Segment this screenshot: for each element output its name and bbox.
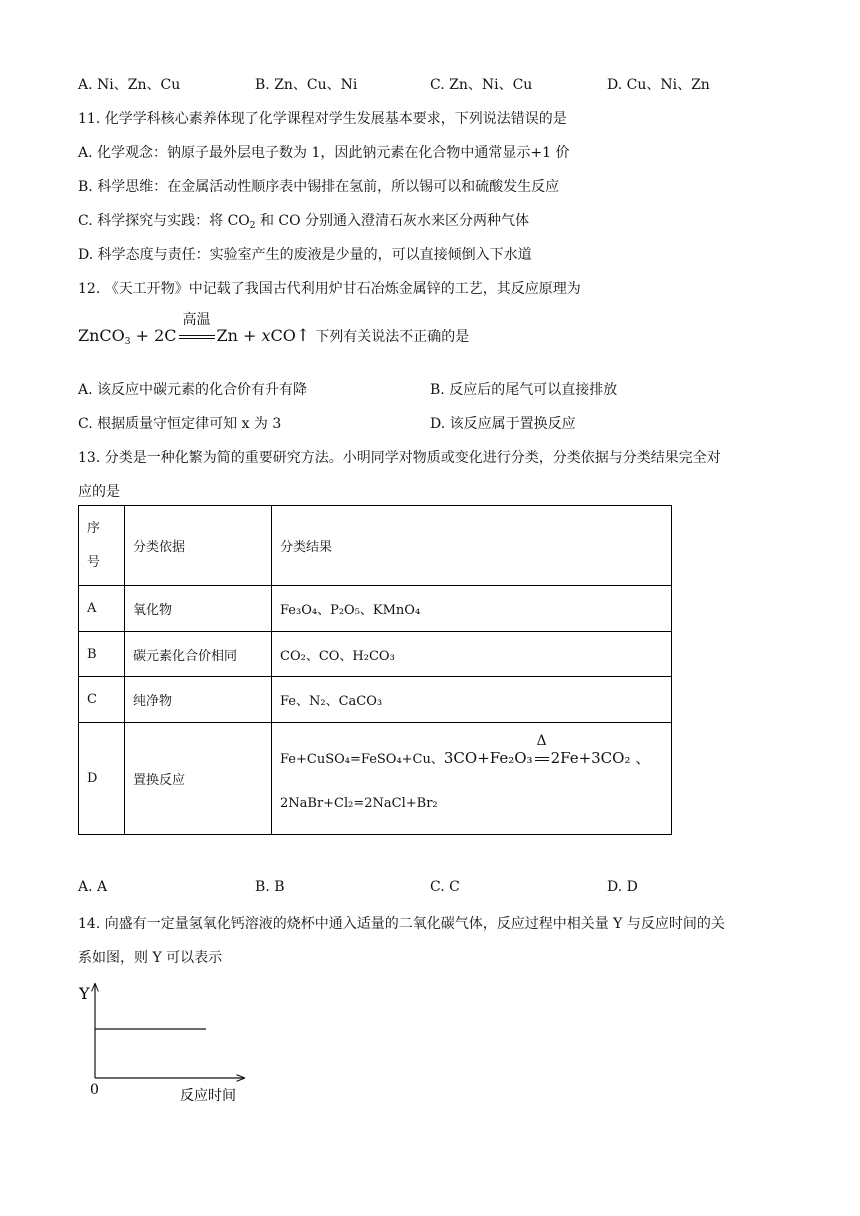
classification-table [78,505,672,835]
q13-stem-line2: 应的是 [78,484,120,500]
row-a-basis: 氧化物 [125,586,272,632]
row-c-no: C [79,677,125,723]
q11-option-c-pre: C. 科学探究与实践：将 CO [78,213,250,229]
row-d-result-line2: 2NaBr+Cl₂=2NaCl+Br₂ [280,795,438,811]
table-row [79,723,672,835]
row-d-basis: 置换反应 [125,723,272,835]
q10-option-c: C. Zn、Ni、Cu [430,77,533,93]
q11-option-b: B. 科学思维：在金属活动性顺序表中锡排在氢前，所以锡可以和硫酸发生反应 [78,179,560,195]
row-c-basis: 纯净物 [125,677,272,723]
q12-option-a: A. 该反应中碳元素的化合价有升有降 [78,382,308,398]
row-d-no: D [79,723,125,835]
y-axis-label: Y [79,984,90,1003]
eq-left: ZnCO$_3$ + 2C [78,326,177,347]
header-no: 序 号 [79,506,125,586]
q11-option-a: A. 化学观念：钠原子最外层电子数为 1，因此钠元素在化合物中通常显示+1 价 [78,145,570,161]
q13-option-d: D. D [607,879,638,895]
q13-stem-line1: 13. 分类是一种化繁为简的重要研究方法。小明同学对物质或变化进行分类，分类依据与分类结果完全对 [78,450,721,466]
q14-stem-line1: 14. 向盛有一定量氢氧化钙溶液的烧杯中通入适量的二氧化碳气体，反应过程中相关量 Y 与反应时间的关 [78,916,725,932]
q12-stem: 12. 《天工开物》中记载了我国古代利用炉甘石冶炼金属锌的工艺，其反应原理为 [78,281,581,297]
table-row [79,677,672,723]
q10-option-d: D. Cu、Ni、Zn [607,77,710,93]
table-header-row [79,506,672,586]
row-b-basis: 碳元素化合价相同 [125,632,272,677]
eq-right: Zn + xCO↑ [216,326,311,346]
eq-condition: 高温 [177,326,217,345]
q11-stem: 11. 化学学科核心素养体现了化学课程对学生发展基本要求，下列说法错误的是 [78,111,567,127]
row-a-no: A [79,586,125,632]
row-d-result [272,723,672,835]
table-row [79,632,672,677]
q10-option-b: B. Zn、Cu、Ni [255,77,358,93]
x-axis-label: 反应时间 [180,1088,236,1104]
q12-option-c: C. 根据质量守恒定律可知 x 为 3 [78,416,282,432]
q12-equation [78,312,470,347]
row-b-result: CO₂、CO、H₂CO₃ [272,632,672,677]
table-row [79,586,672,632]
q11-option-c-sub: 2 [249,221,256,231]
row-a-result: Fe₃O₄、P₂O₅、KMnO₄ [272,586,672,632]
q13-option-a: A. A [78,879,108,895]
row-b-no: B [79,632,125,677]
q11-option-c-post: 和 CO 分别通入澄清石灰水来区分两种气体 [255,213,530,229]
q10-option-a: A. Ni、Zn、Cu [78,77,181,93]
origin-label: 0 [90,1082,99,1098]
q12-stem-tail: 下列有关说法不正确的是 [315,329,470,345]
q13-option-c: C. C [430,879,460,895]
q14-stem-line2: 系如图，则 Y 可以表示 [78,950,223,966]
q12-option-d: D. 该反应属于置换反应 [430,416,576,432]
q14-graph [70,978,260,1108]
row-d-result-line1: Fe+CuSO₄=FeSO₄+Cu、3CO+Fe₂O₃ Δ 2Fe+3CO₂ 、 [280,732,651,767]
q11-option-d: D. 科学态度与责任：实验室产生的废液是少量的，可以直接倾倒入下水道 [78,247,532,263]
header-result: 分类结果 [272,506,672,586]
q13-option-b: B. B [255,879,285,895]
q12-option-b: B. 反应后的尾气可以直接排放 [430,382,618,398]
row-c-result: Fe、N₂、CaCO₃ [272,677,672,723]
q11-option-c [78,210,529,230]
header-basis: 分类依据 [125,506,272,586]
